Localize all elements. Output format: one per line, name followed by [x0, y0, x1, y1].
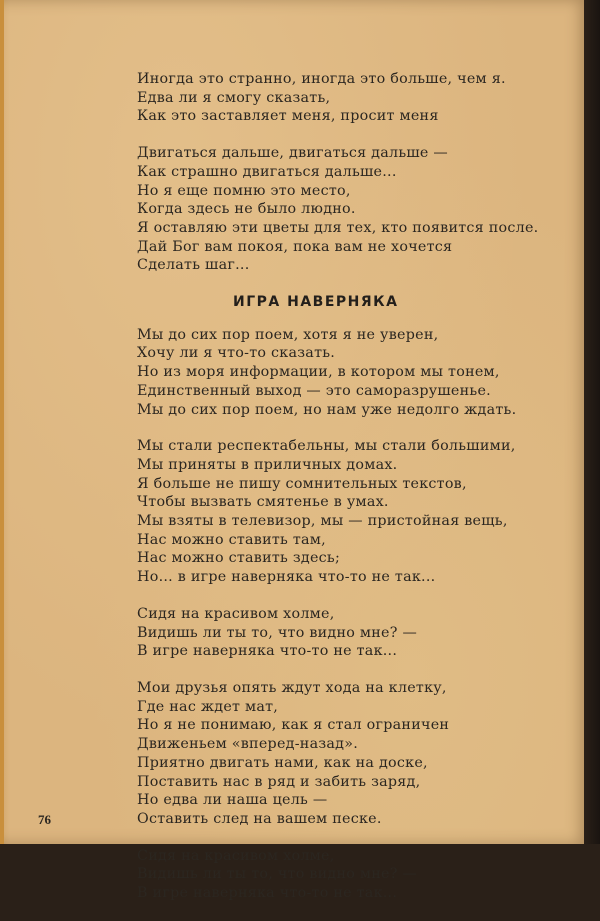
- verse-line: Но я не понимаю, как я стал ограничен: [137, 717, 450, 734]
- verse-line: Иногда это странно, иногда это больше, чем я.: [137, 71, 506, 87]
- verse-line: Сидя на красивом холме,: [137, 605, 335, 622]
- verse-line: Но... в игре наверняка что-то не так...: [137, 569, 436, 586]
- verse-line: Мы взяты в телевизор, мы — пристойная вещь,: [137, 513, 508, 530]
- verse-line: Я оставляю эти цветы для тех, кто появится после.: [137, 219, 539, 236]
- verse-line: Где нас ждет мат,: [137, 698, 279, 715]
- stanza: [137, 70, 537, 126]
- verse-line: Сделать шаг...: [137, 257, 250, 274]
- page-left-edge: [0, 0, 4, 844]
- verse-line: Единственный выход — это саморазрушенье.: [137, 382, 491, 399]
- verse-line: Двигаться дальше, двигаться дальше —: [137, 145, 448, 162]
- verse-line: Хочу ли я что-то сказать.: [137, 345, 336, 362]
- verse-line: Видишь ли ты то, что видно мне? —: [137, 624, 418, 641]
- stanza: [137, 437, 537, 587]
- verse-line: Мы стали респектабельны, мы стали большими,: [137, 438, 516, 455]
- verse-line: Поставить нас в ряд и забить заряд,: [137, 773, 421, 790]
- verse-line: Мы приняты в приличных домах.: [137, 456, 398, 473]
- verse-line: Когда здесь не было людно.: [137, 201, 356, 218]
- verse-line: Сидя на красивом холме,: [137, 847, 335, 864]
- verse-line: Как страшно двигаться дальше...: [137, 163, 397, 180]
- verse-line: Но едва ли наша цель —: [137, 792, 328, 809]
- page-number: 76: [38, 812, 51, 827]
- verse-line: Мы до сих пор поем, но нам уже недолго ждать.: [137, 401, 517, 418]
- refrain-stanza: [137, 847, 537, 903]
- verse-line: Видишь ли ты то, что видно мне? —: [137, 866, 418, 883]
- verse-line: Чтобы вызвать смятенье в умах.: [137, 494, 389, 511]
- stanza: [137, 326, 537, 420]
- verse-line: Едва ли я смогу сказать,: [137, 89, 331, 106]
- page-text: [137, 70, 537, 921]
- verse-line: В игре наверняка что-то не так...: [137, 643, 398, 660]
- verse-line: Но из моря информации, в котором мы тонем,: [137, 364, 500, 381]
- poem-title: ИГРА НАВЕРНЯКА: [233, 294, 399, 311]
- stanza: [137, 679, 537, 829]
- verse-line: Мы до сих пор поем, хотя я не уверен,: [137, 326, 439, 343]
- verse-line: Дай Бог вам покоя, пока вам не хочется: [137, 238, 453, 255]
- book-spine-shadow: [584, 0, 600, 844]
- verse-line: В игре наверняка что-то не так...: [137, 885, 398, 902]
- verse-line: Как это заставляет меня, просит меня: [137, 108, 439, 125]
- verse-line: Но я еще помню это место,: [137, 182, 351, 199]
- verse-line: Нас можно ставить там,: [137, 531, 326, 548]
- verse-line: Я больше не пишу сомнительных текстов,: [137, 475, 467, 492]
- verse-line: Приятно двигать нами, как на доске,: [137, 754, 428, 771]
- verse-line: Мои друзья опять ждут хода на клетку,: [137, 679, 447, 696]
- verse-line: Движеньем «вперед-назад».: [137, 736, 359, 753]
- refrain-stanza: [137, 605, 537, 661]
- verse-line: Нас можно ставить здесь;: [137, 550, 341, 567]
- stanza: [137, 144, 537, 275]
- verse-line: Оставить след на вашем песке.: [137, 810, 382, 827]
